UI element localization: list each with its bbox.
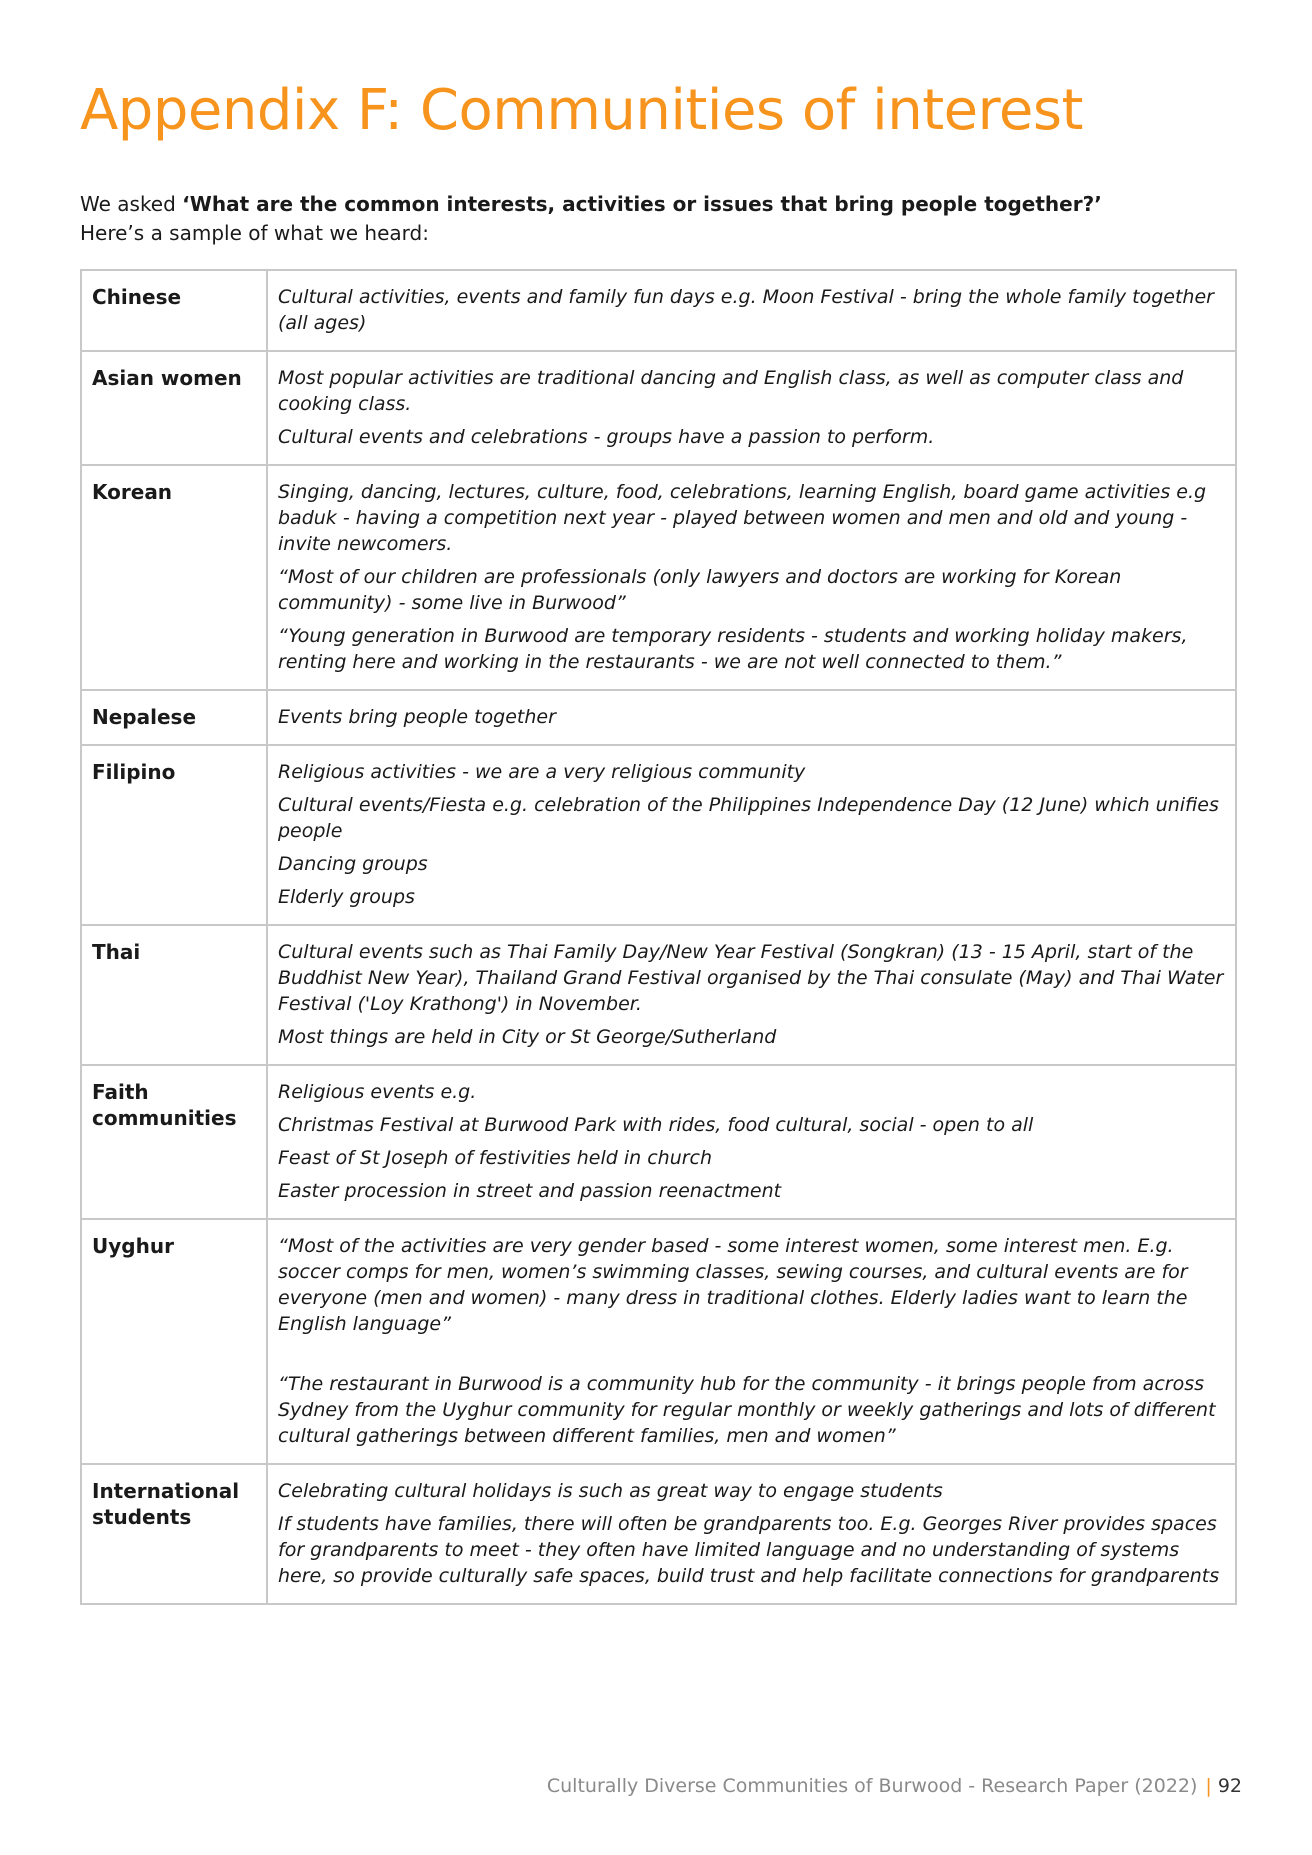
response-text: Christmas Festival at Burwood Park with rides, food cultural, social - open to all — [278, 1114, 1034, 1136]
table-row — [81, 1464, 1236, 1604]
intro-line-2: Here’s a sample of what we heard: — [80, 221, 429, 245]
response-text: Religious activities - we are a very religious community — [278, 761, 806, 783]
response-text: Feast of St Joseph of festivities held in church — [278, 1147, 713, 1169]
community-label: Chinese — [81, 270, 267, 351]
page-number: 92 — [1217, 1775, 1242, 1797]
community-label: Filipino — [81, 745, 267, 925]
footer-text: Culturally Diverse Communities of Burwood - Research Paper (2022) — [546, 1775, 1198, 1797]
response-text: Cultural events and celebrations - groups have a passion to perform. — [278, 426, 935, 448]
communities-table — [80, 269, 1237, 1605]
community-responses — [267, 1065, 1236, 1219]
table-row — [81, 925, 1236, 1065]
community-label: Korean — [81, 465, 267, 690]
community-label: Faith communities — [81, 1065, 267, 1219]
response-text: Celebrating cultural holidays is such as great way to engage students — [278, 1480, 943, 1502]
footer-separator: | — [1205, 1775, 1212, 1797]
intro-question: ‘What are the common interests, activities or issues that bring people together?’ — [182, 192, 1102, 216]
community-label: Asian women — [81, 351, 267, 465]
page-title: Appendix F: Communities of interest — [80, 78, 1083, 143]
community-responses — [267, 745, 1236, 925]
intro-prefix: We asked — [80, 192, 183, 216]
table-row — [81, 465, 1236, 690]
intro-text — [80, 190, 1240, 248]
community-label: Uyghur — [81, 1219, 267, 1464]
response-text: “The restaurant in Burwood is a community hub for the community - it brings people from across Sydney from the Uyghur community for regular monthly or weekly gatherings and lots of different cultural gatherings between different families, men and women” — [278, 1373, 1216, 1447]
response-text: Singing, dancing, lectures, culture, food, celebrations, learning English, board game activities e.g baduk - having a competition next year - played between women and men and old and young - invite newcomers. — [278, 481, 1207, 555]
response-text: Cultural events/Fiesta e.g. celebration of the Philippines Independence Day (12 June) which unifies people — [278, 794, 1219, 842]
table-row — [81, 745, 1236, 925]
response-text: Elderly groups — [278, 886, 415, 908]
community-label: Thai — [81, 925, 267, 1065]
response-text: Religious events e.g. — [278, 1081, 477, 1103]
table-row — [81, 1065, 1236, 1219]
response-text: Events bring people together — [278, 706, 556, 728]
communities-table-body — [81, 270, 1236, 1604]
response-text: Easter procession in street and passion reenactment — [278, 1180, 782, 1202]
response-text: “Most of our children are professionals (only lawyers and doctors are working for Korean community) - some live in Burwood” — [278, 566, 1122, 614]
response-text: “Most of the activities are very gender based - some interest women, some interest men. E.g. soccer comps for men, women’s swimming classes, sewing courses, and cultural events are for everyone (men and women) - many dress in traditional clothes. Elderly ladies want to learn the English language” — [278, 1235, 1188, 1335]
response-text: If students have families, there will often be grandparents too. E.g. Georges River provides spaces for grandparents to meet - they often have limited language and no understanding of systems here, so provide culturally safe spaces, build trust and help facilitate connections for grandparents — [278, 1513, 1220, 1587]
response-text: Most popular activities are traditional dancing and English class, as well as computer class and cooking class. — [278, 367, 1184, 415]
community-responses — [267, 925, 1236, 1065]
community-responses — [267, 465, 1236, 690]
community-responses — [267, 351, 1236, 465]
table-row — [81, 1219, 1236, 1464]
community-label: International students — [81, 1464, 267, 1604]
community-responses — [267, 1464, 1236, 1604]
table-row — [81, 351, 1236, 465]
response-text: Cultural events such as Thai Family Day/New Year Festival (Songkran) (13 - 15 April, start of the Buddhist New Year), Thailand Grand Festival organised by the Thai consulate (May) and Thai Water Festival ('Loy Krathong') in November. — [278, 941, 1224, 1015]
response-text: “Young generation in Burwood are temporary residents - students and working holiday makers, renting here and working in the restaurants - we are not well connected to them.” — [278, 625, 1188, 673]
community-responses — [267, 1219, 1236, 1464]
community-label: Nepalese — [81, 690, 267, 745]
page-footer — [547, 1775, 1242, 1797]
table-row — [81, 690, 1236, 745]
table-row — [81, 270, 1236, 351]
response-text: Dancing groups — [278, 853, 428, 875]
community-responses — [267, 270, 1236, 351]
response-text: Most things are held in City or St George/Sutherland — [278, 1026, 777, 1048]
community-responses — [267, 690, 1236, 745]
response-text: Cultural activities, events and family fun days e.g. Moon Festival - bring the whole family together (all ages) — [278, 286, 1214, 334]
